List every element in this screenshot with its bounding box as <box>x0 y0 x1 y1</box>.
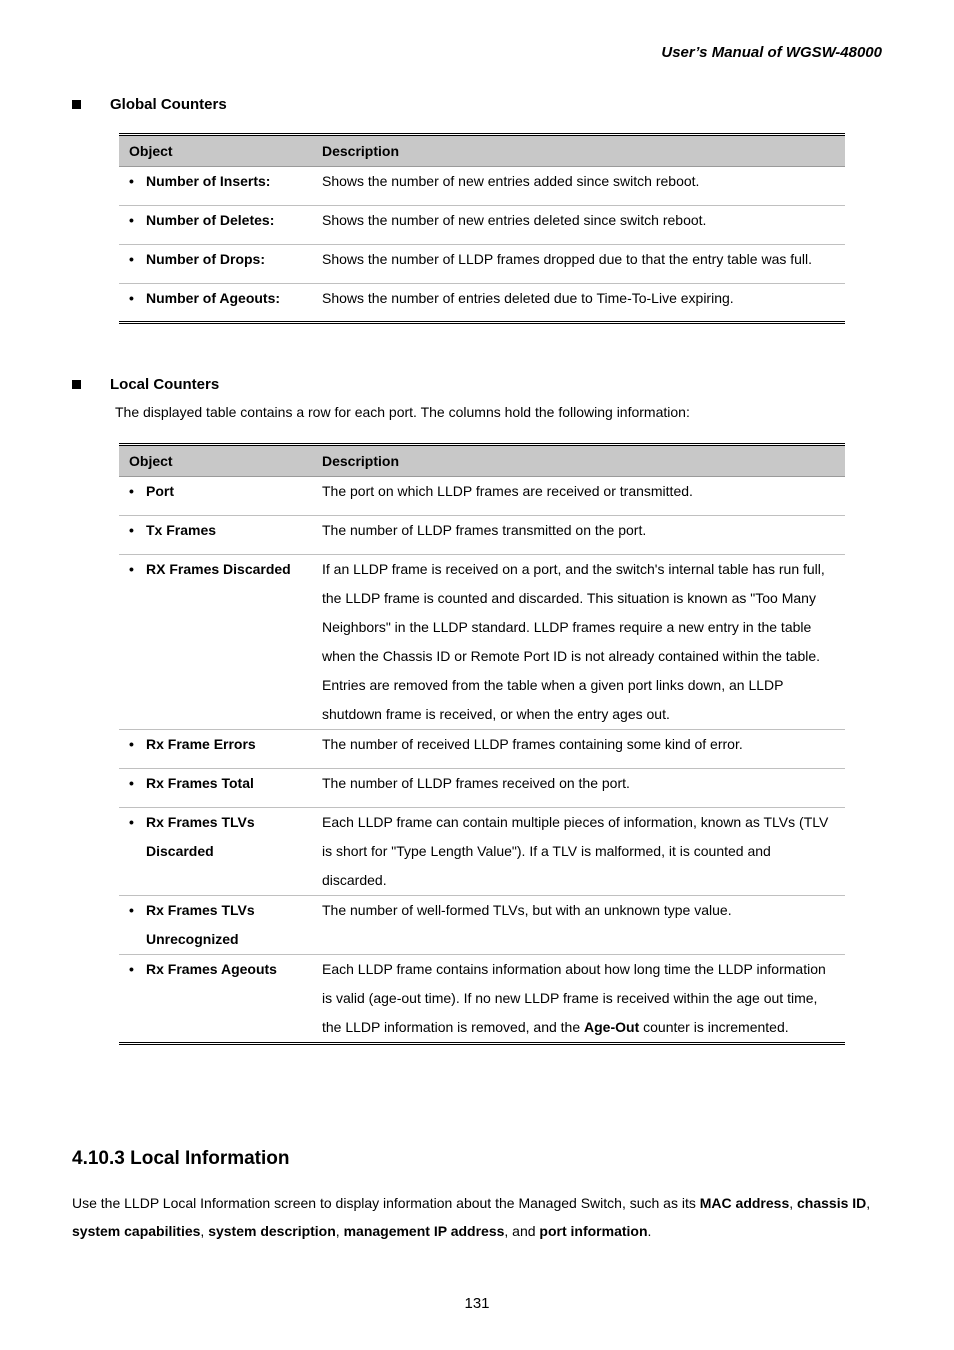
local-counters-heading <box>72 376 219 393</box>
table-row <box>119 167 845 206</box>
table-row <box>119 769 845 808</box>
bullet-icon: • <box>129 902 134 918</box>
square-bullet-icon <box>72 380 81 389</box>
column-header-object: Object <box>119 135 312 167</box>
bullet-icon: • <box>129 814 134 830</box>
bullet-icon: • <box>129 483 134 499</box>
object-name: Tx Frames <box>146 522 217 538</box>
table-row <box>119 955 845 1044</box>
description-bold-text: Age-Out <box>584 1019 640 1035</box>
bullet-icon: • <box>129 173 134 189</box>
bullet-icon: • <box>129 522 134 538</box>
table-row <box>119 245 845 284</box>
object-name: Rx Frames TLVs Discarded <box>146 814 255 859</box>
global-counters-table <box>119 133 845 324</box>
section-paragraph: Use the LLDP Local Information screen to display information about the Managed Switch, such as its MAC address, chassis ID, system capabilities, system description, management IP address, and port information. <box>72 1195 871 1239</box>
bullet-icon: • <box>129 961 134 977</box>
bullet-icon: • <box>129 212 134 228</box>
object-name: Rx Frame Errors <box>146 736 256 752</box>
object-name: Rx Frames Total <box>146 775 254 791</box>
table-row <box>119 477 845 516</box>
object-description: Shows the number of new entries added since switch reboot. <box>312 167 845 206</box>
square-bullet-icon <box>72 100 81 109</box>
description-text: counter is incremented. <box>639 1019 789 1035</box>
page-number: 131 <box>464 1295 490 1312</box>
table-header-row <box>119 135 845 167</box>
object-description: The number of LLDP frames received on the port. <box>312 769 845 808</box>
table-row <box>119 896 845 955</box>
object-description: The number of received LLDP frames containing some kind of error. <box>312 730 845 769</box>
global-counters-title: Global Counters <box>110 96 227 113</box>
local-counters-intro: The displayed table contains a row for each port. The columns hold the following information: <box>115 404 690 420</box>
table-row <box>119 730 845 769</box>
global-counters-heading <box>72 96 227 113</box>
object-description: Shows the number of entries deleted due to Time-To-Live expiring. <box>322 290 734 306</box>
local-counters-table <box>119 443 845 1045</box>
table-row <box>119 206 845 245</box>
column-header-description: Description <box>312 135 845 167</box>
object-description: If an LLDP frame is received on a port, and the switch's internal table has run full, the LLDP frame is counted and discarded. This situation is known as "Too Many Neighbors" in the LLDP standard. LLDP frames require a new entry in the table when the Chassis ID or Remote Port ID is not already contained within the table. Entries are removed from the table when a given port links down, an LLDP shutdown frame is received, or when the entry ages out. <box>312 555 845 730</box>
column-header-object: Object <box>119 445 312 477</box>
object-name: Number of Deletes: <box>146 212 275 228</box>
object-description: Shows the number of new entries deleted since switch reboot. <box>312 206 845 245</box>
object-name: Port <box>146 483 174 499</box>
local-counters-title: Local Counters <box>110 376 220 393</box>
document-header: User’s Manual of WGSW-48000 <box>661 44 882 61</box>
object-description: The port on which LLDP frames are received or transmitted. <box>312 477 845 516</box>
table-row <box>119 808 845 896</box>
object-name: Number of Drops: <box>146 251 265 267</box>
bullet-icon: • <box>129 290 134 306</box>
bullet-icon: • <box>129 561 134 577</box>
object-name: RX Frames Discarded <box>146 561 291 577</box>
object-description <box>312 955 845 1044</box>
bullet-icon: • <box>129 251 134 267</box>
object-description: Each LLDP frame can contain multiple pieces of information, known as TLVs (TLV is short for "Type Length Value"). If a TLV is malformed, it is counted and discarded. <box>312 808 845 896</box>
object-description: The number of well-formed TLVs, but with an unknown type value. <box>312 896 845 955</box>
section-title: 4.10.3 Local Information <box>72 1148 290 1169</box>
column-header-description: Description <box>312 445 845 477</box>
table-header-row <box>119 445 845 477</box>
object-description: The number of LLDP frames transmitted on the port. <box>312 516 845 555</box>
object-name: Rx Frames Ageouts <box>146 961 277 977</box>
description-text: Each LLDP frame contains information about how long time the LLDP information is valid (age-out time). If no new LLDP frame is received within the age out time, the LLDP information is removed, and the <box>322 961 826 1035</box>
table-row <box>119 284 845 323</box>
bullet-icon: • <box>129 775 134 791</box>
object-name: Number of Inserts: <box>146 173 271 189</box>
table-row <box>119 555 845 730</box>
table-row <box>119 516 845 555</box>
object-name: Rx Frames TLVs Unrecognized <box>146 902 255 947</box>
object-name: Number of Ageouts: <box>146 290 281 306</box>
object-description: Shows the number of LLDP frames dropped due to that the entry table was full. <box>312 245 845 284</box>
bullet-icon: • <box>129 736 134 752</box>
